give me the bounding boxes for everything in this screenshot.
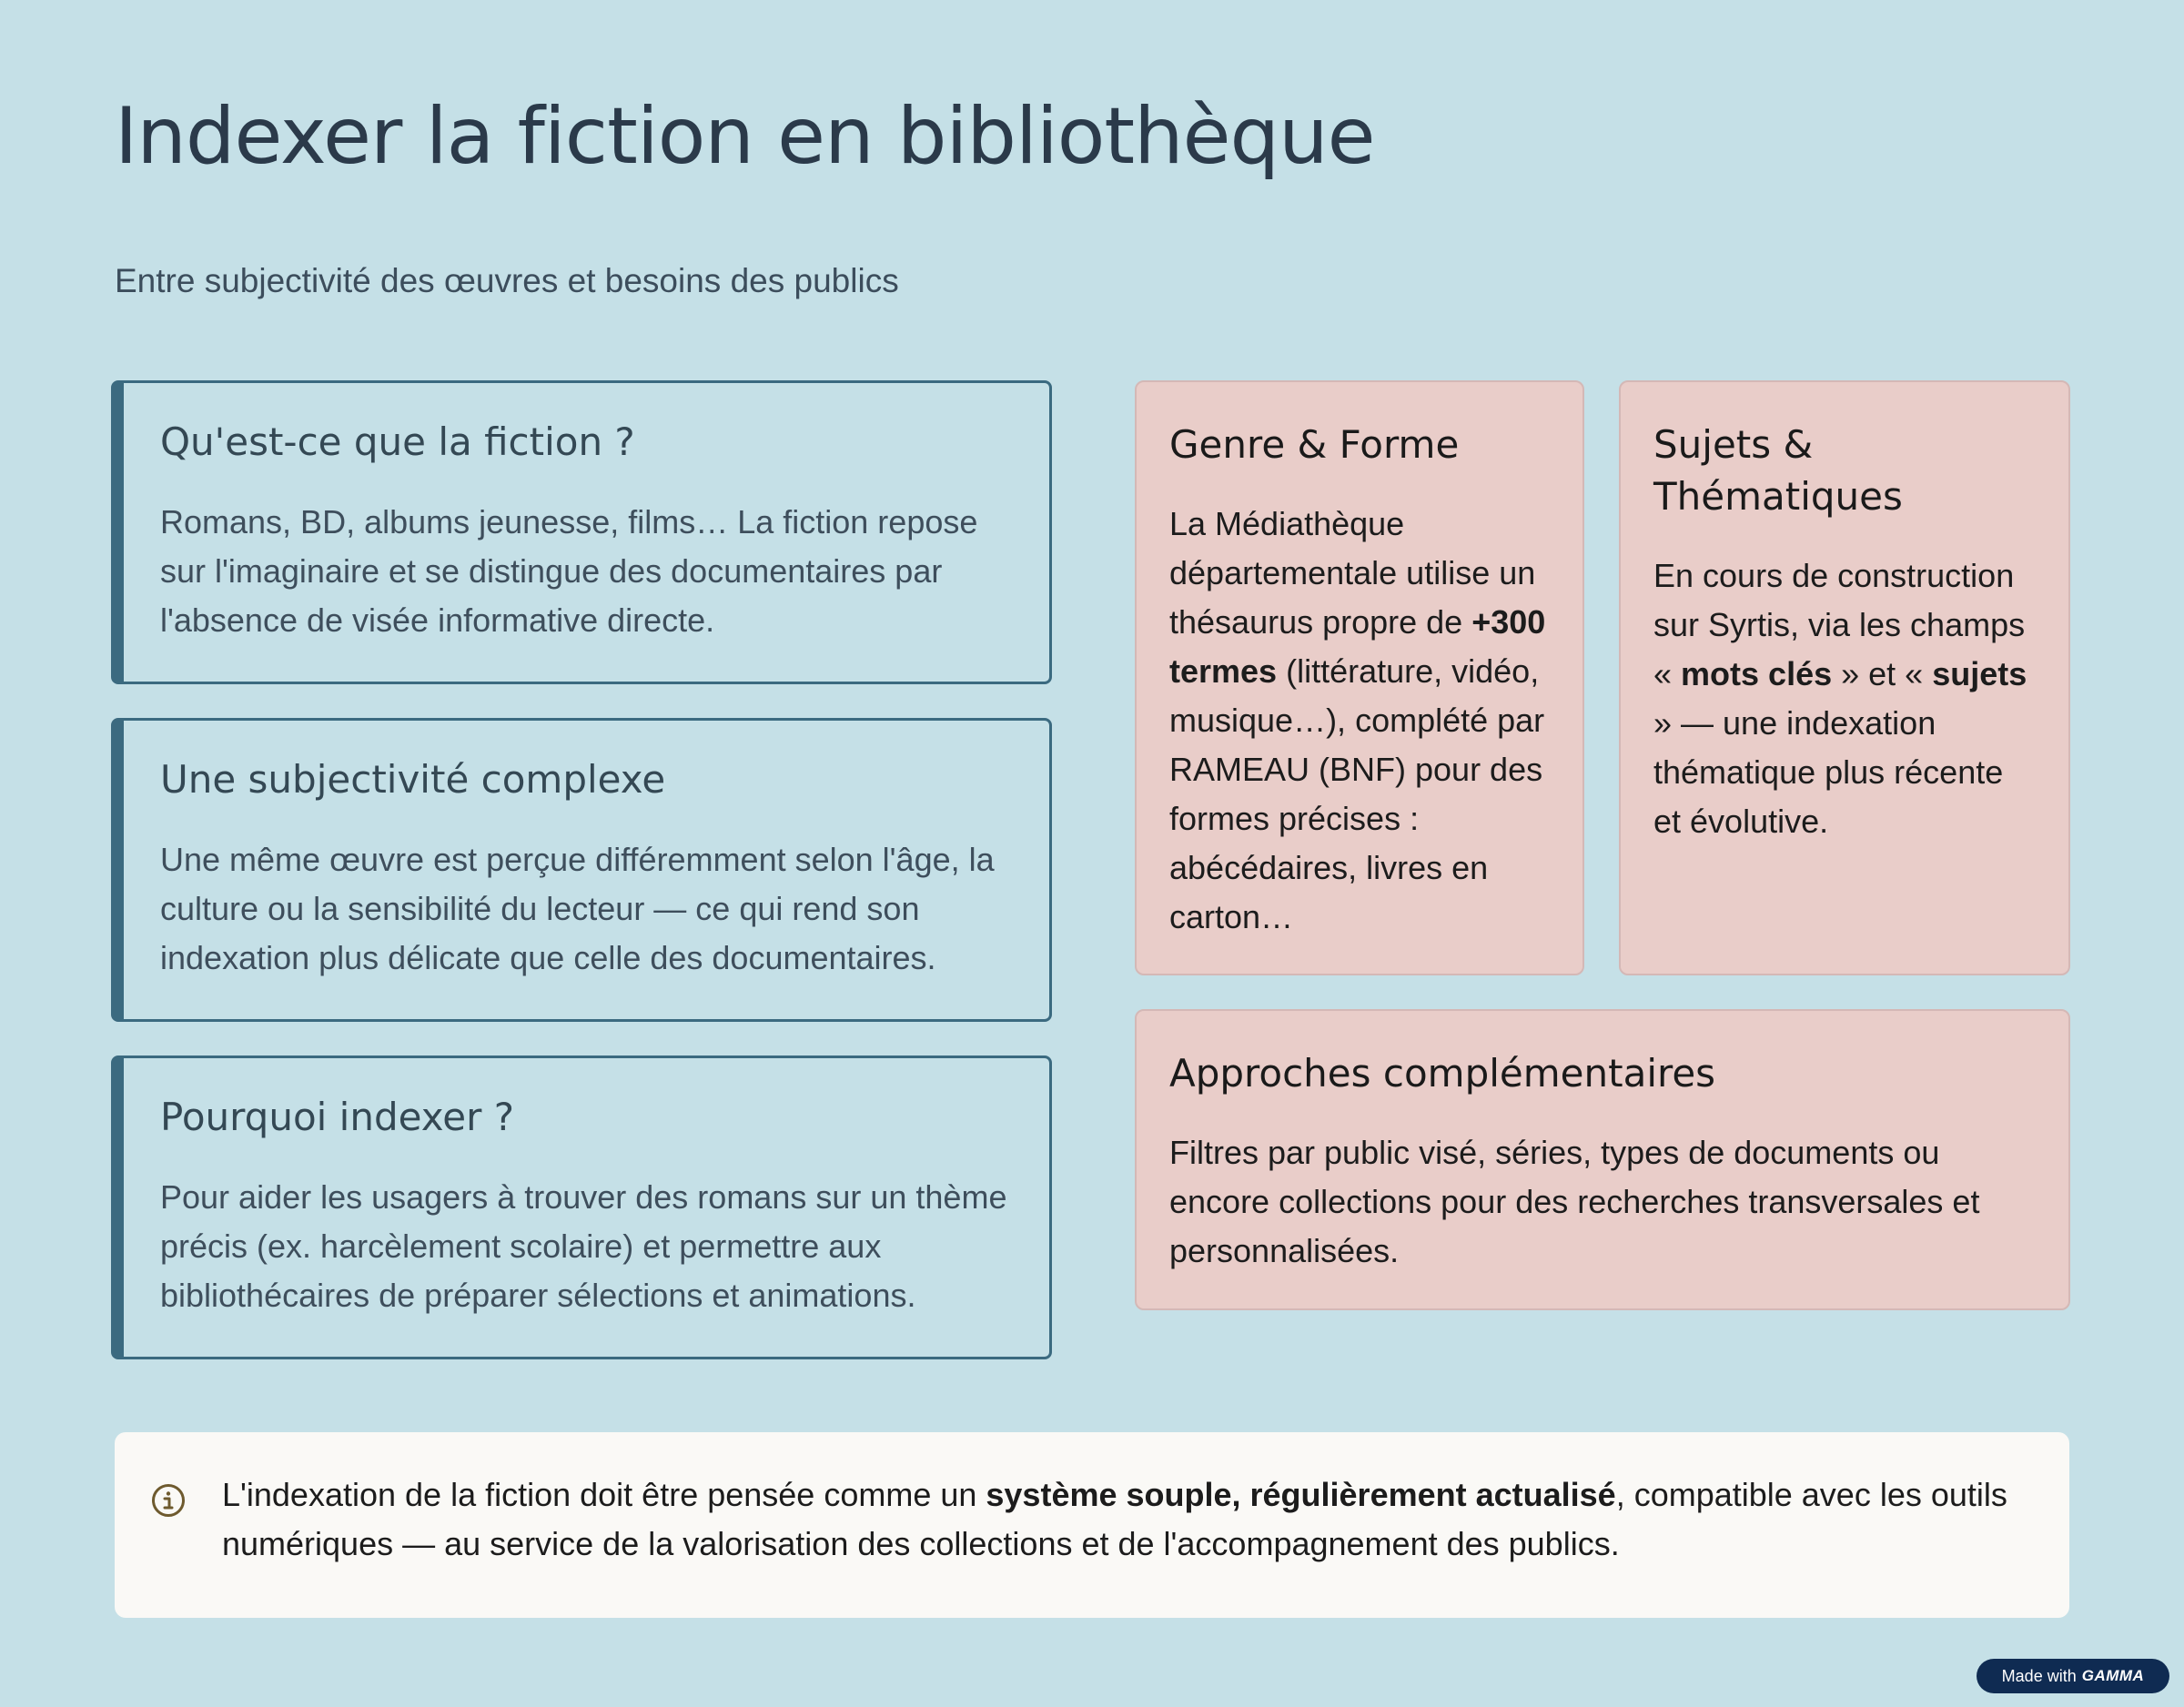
badge-prefix: Made with (2001, 1666, 2077, 1685)
card-heading: Genre & Forme (1169, 422, 1460, 467)
callout-text: L'indexation de la fiction doit être pensée comme un système souple, régulièrement actualisé, compatible avec les outils numériques — au service de la valorisation des collections et de l'accompagnement des publics. (222, 1476, 2007, 1562)
card-heading: Sujets & Thématiques (1653, 422, 1903, 519)
card-body: Pour aider les usagers à trouver des romans sur un thème précis (ex. harcèlement scolaire) et permettre aux bibliothécaires de préparer sélections et animations. (160, 1178, 1007, 1315)
card-subjectivity (111, 718, 1052, 1022)
card-genre-forme (1135, 380, 1584, 975)
card-approches (1135, 1009, 2070, 1310)
page-title: Indexer la fiction en bibliothèque (115, 91, 1375, 182)
card-what-is-fiction (111, 380, 1052, 684)
gamma-logo: GAMMA (2081, 1667, 2145, 1684)
card-why-index (111, 1056, 1052, 1359)
card-body: Une même œuvre est perçue différemment selon l'âge, la culture ou la sensibilité du lecteur — ce qui rend son indexation plus délicate que celle des documentaires. (160, 841, 995, 977)
card-body: Romans, BD, albums jeunesse, films… La fiction repose sur l'imaginaire et se distingue des documentaires par l'absence de visée informative directe. (160, 503, 978, 640)
card-sujets-thematiques (1619, 380, 2070, 975)
card-heading: Qu'est-ce que la fiction ? (160, 419, 635, 464)
card-body: Filtres par public visé, séries, types de documents ou encore collections pour des recherches transversales et personnalisées. (1169, 1134, 1980, 1269)
card-heading: Une subjectivité complexe (160, 757, 666, 802)
card-heading: Approches complémentaires (1169, 1051, 1716, 1096)
page-subtitle: Entre subjectivité des œuvres et besoins des publics (115, 262, 899, 299)
card-heading: Pourquoi indexer ? (160, 1095, 515, 1139)
info-icon (151, 1483, 186, 1518)
made-with-gamma-badge[interactable] (1977, 1659, 2169, 1693)
card-body: En cours de construction sur Syrtis, via les champs « mots clés » et « sujets » — une indexation thématique plus récente et évolutive. (1653, 557, 2027, 840)
conclusion-callout (115, 1432, 2069, 1618)
card-body: La Médiathèque départementale utilise un thésaurus propre de +300 termes (littérature, vidéo, musique…), complété par RAMEAU (BNF) pour des formes précises : abécédaires, livres en carton… (1169, 505, 1546, 935)
